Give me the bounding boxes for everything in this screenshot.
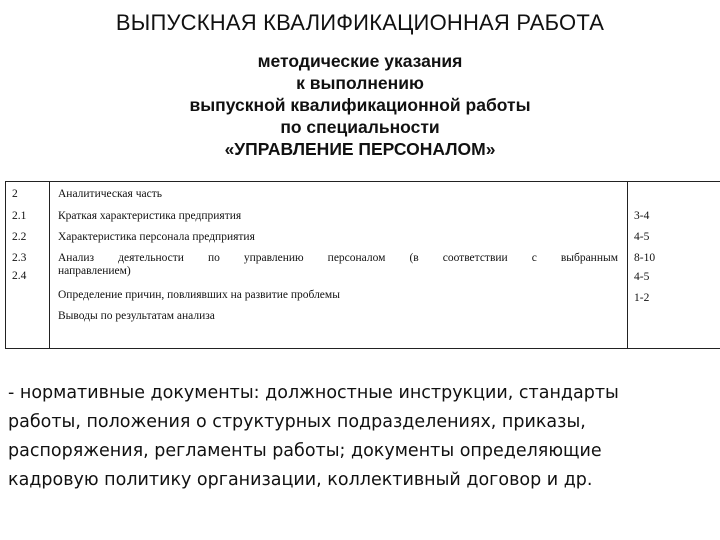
subtitle-line: выпускной квалификационной работы	[189, 95, 531, 115]
section-title: Выводы по результатам анализа	[58, 310, 215, 322]
subtitle-line: к выполнению	[296, 73, 424, 93]
section-number: 2	[12, 188, 18, 200]
paragraph-line: распоряжения, регламенты работы; документы определяющие	[8, 441, 602, 461]
section-title: Характеристика персонала предприятия	[58, 231, 255, 243]
plan-table	[5, 181, 720, 349]
page-range: 8-10	[634, 252, 656, 264]
page-range: 4-5	[634, 271, 650, 283]
pages-column	[628, 182, 720, 348]
paragraph-line: работы, положения о структурных подразделениях, приказы,	[8, 412, 586, 432]
document-subtitle	[0, 50, 720, 160]
section-title: Определение причин, повлиявших на развитие проблемы	[58, 289, 340, 301]
subtitle-line: методические указания	[257, 51, 463, 71]
section-number: 2.4	[12, 270, 27, 282]
section-title: Анализ деятельности по управлению персоналом (в соответствии с выбранным	[58, 252, 618, 264]
section-title-continuation: направлением)	[58, 265, 131, 277]
subtitle-line: по специальности	[280, 117, 440, 137]
document-title: ВЫПУСКНАЯ КВАЛИФИКАЦИОННАЯ РАБОТА	[115, 10, 605, 35]
section-title: Краткая характеристика предприятия	[58, 210, 242, 222]
page-range: 3-4	[634, 210, 650, 222]
subtitle-line: «УПРАВЛЕНИЕ ПЕРСОНАЛОМ»	[224, 139, 496, 159]
page-range: 4-5	[634, 231, 650, 243]
section-title: Аналитическая часть	[58, 188, 162, 200]
section-number-column	[6, 182, 50, 348]
section-number: 2.3	[12, 252, 27, 264]
section-number: 2.2	[12, 231, 27, 243]
paragraph-line: - нормативные документы: должностные инструкции, стандарты	[8, 383, 619, 403]
section-title-column	[50, 182, 628, 348]
paragraph-line: кадровую политику организации, коллективный договор и др.	[8, 470, 593, 490]
section-number: 2.1	[12, 210, 27, 222]
page-range: 1-2	[634, 292, 650, 304]
normative-documents-paragraph	[8, 379, 716, 495]
